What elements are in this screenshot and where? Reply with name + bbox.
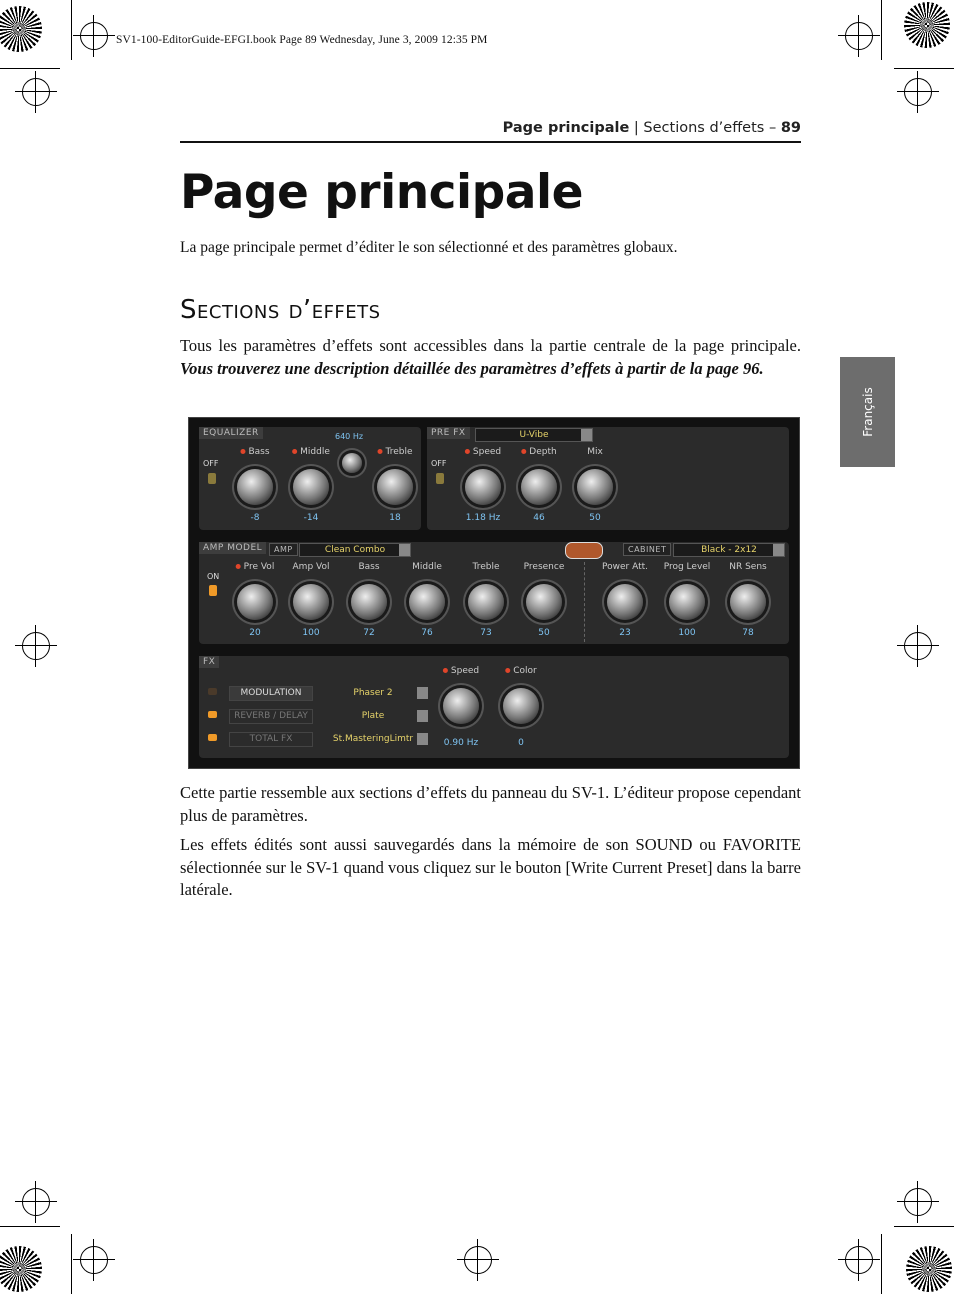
paragraph-1-emphasis: Vous trouverez une description détaillée des paramètres d’effets à partir de la page 96.	[180, 358, 764, 378]
fx-reverb-switch[interactable]	[208, 711, 217, 718]
eq-bass-label: Bass	[240, 447, 269, 457]
crosshair-mark	[904, 1188, 932, 1216]
amp-ampvol-knob[interactable]	[293, 584, 329, 620]
crop-mark	[0, 68, 60, 69]
crosshair-mark	[22, 1188, 50, 1216]
amp-proglevel-label: Prog Level	[663, 562, 711, 572]
amp-switch[interactable]	[209, 585, 217, 596]
amp-bass-value: 72	[363, 628, 375, 638]
crop-mark	[0, 1226, 60, 1227]
crosshair-mark	[464, 1246, 492, 1274]
prefx-switch[interactable]	[436, 473, 444, 484]
fx-color-value: 0	[518, 738, 524, 748]
running-head-section: Page principale	[502, 120, 630, 136]
fx-modulation-select[interactable]: Phaser 2	[317, 686, 429, 700]
eq-bass-value: -8	[250, 513, 260, 523]
paragraph-3: Les effets édités sont aussi sauvegardés dans la mémoire de son SOUND ou FAVORITE sélectionnée sur le SV-1 quand vous cliquez sur le bouton [Write Current Preset] dans la barre latérale.	[180, 835, 801, 899]
fx-color-knob[interactable]	[503, 688, 539, 724]
amp-treble-knob[interactable]	[468, 584, 504, 620]
crosshair-mark	[845, 22, 873, 50]
equalizer-freq: 640 Hz	[335, 432, 364, 441]
paragraph-1	[180, 335, 801, 380]
equalizer-off-label: OFF	[203, 459, 219, 468]
crosshair-mark	[845, 1246, 873, 1274]
amp-bass-knob[interactable]	[351, 584, 387, 620]
crop-mark	[881, 1234, 882, 1294]
amp-poweratt-label: Power Att.	[602, 562, 648, 572]
crosshair-mark	[80, 1246, 108, 1274]
equalizer-section	[199, 427, 421, 530]
amp-divider	[584, 562, 586, 642]
crosshair-mark	[904, 78, 932, 106]
amp-middle-knob[interactable]	[409, 584, 445, 620]
prefx-depth-label: Depth	[521, 447, 556, 457]
amp-treble-value: 73	[480, 628, 492, 638]
eq-treble-value: 18	[389, 513, 401, 523]
prefx-off-label: OFF	[431, 459, 447, 468]
amp-presence-label: Presence	[523, 562, 565, 572]
fx-speed-value: 0.90 Hz	[443, 738, 479, 748]
prefx-speed-label: Speed	[465, 447, 501, 457]
amp-prevol-knob[interactable]	[237, 584, 273, 620]
crop-mark	[881, 0, 882, 60]
amp-middle-label: Middle	[412, 562, 442, 572]
page-number: 89	[780, 120, 801, 136]
page-title: Page principale	[180, 165, 583, 220]
paragraph-2: Cette partie ressemble aux sections d’effets du panneau du SV-1. L’éditeur propose cependant plus de paramètres.	[180, 783, 801, 825]
prefx-select[interactable]: U-Vibe	[475, 428, 593, 442]
language-tab	[840, 357, 895, 467]
crop-mark	[71, 0, 72, 60]
cabinet-tag: CABINET	[623, 543, 671, 556]
amp-treble-label: Treble	[472, 562, 500, 572]
cabinet-select[interactable]: Black - 2x12	[673, 543, 785, 557]
crosshair-mark	[80, 22, 108, 50]
equalizer-tag: EQUALIZER	[199, 427, 263, 439]
prefx-tag: PRE FX	[427, 427, 470, 439]
amp-nrsens-knob[interactable]	[730, 584, 766, 620]
amp-ampvol-label: Amp Vol	[292, 562, 330, 572]
amp-presence-value: 50	[538, 628, 550, 638]
paragraph-1-text: Tous les paramètres d’effets sont accessibles dans la partie centrale de la page principale.	[180, 336, 801, 355]
fx-color-label: Color	[505, 666, 537, 676]
amp-link-toggle[interactable]	[565, 542, 603, 559]
prefx-depth-value: 46	[533, 513, 545, 523]
running-head	[503, 120, 801, 136]
eq-bass-knob[interactable]	[237, 469, 273, 505]
amp-poweratt-knob[interactable]	[607, 584, 643, 620]
fx-total-select[interactable]: St.MasteringLimtr	[317, 732, 429, 746]
amp-select[interactable]: Clean Combo	[299, 543, 411, 557]
amp-prevol-value: 20	[249, 628, 261, 638]
effects-panel-screenshot	[188, 417, 800, 769]
amp-tag: AMP	[269, 543, 298, 556]
fx-section	[199, 656, 789, 758]
eq-treble-knob[interactable]	[377, 469, 413, 505]
section-heading: Sections d’effets	[180, 295, 381, 325]
header-rule	[180, 141, 801, 143]
crosshair-mark	[22, 632, 50, 660]
prefx-depth-knob[interactable]	[521, 469, 557, 505]
registration-star-mark	[0, 1246, 42, 1292]
amp-proglevel-value: 100	[678, 628, 696, 638]
fx-modulation-label: MODULATION	[229, 686, 313, 701]
prefx-mix-knob[interactable]	[577, 469, 613, 505]
prefx-section	[427, 427, 789, 530]
amp-prevol-label: Pre Vol	[236, 562, 275, 572]
running-head-sub: Sections d’effets –	[643, 120, 781, 136]
eq-middle-label: Middle	[292, 447, 330, 457]
prefx-mix-value: 50	[589, 513, 601, 523]
registration-star-mark	[0, 6, 42, 52]
fx-total-switch[interactable]	[208, 734, 217, 741]
amp-model-section	[199, 542, 789, 644]
eq-middle-knob[interactable]	[293, 469, 329, 505]
fx-reverb-select[interactable]: Plate	[317, 709, 429, 723]
amp-poweratt-value: 23	[619, 628, 631, 638]
crop-mark	[71, 1234, 72, 1294]
eq-middle-value: -14	[303, 513, 319, 523]
registration-star-mark	[906, 1246, 952, 1292]
intro-paragraph: La page principale permet d’éditer le son sélectionné et des paramètres globaux.	[180, 239, 678, 256]
fx-reverb-label: REVERB / DELAY	[229, 709, 313, 724]
amp-nrsens-label: NR Sens	[729, 562, 767, 572]
amp-bass-label: Bass	[358, 562, 380, 572]
fx-tag: FX	[199, 656, 219, 668]
crop-mark	[894, 68, 954, 69]
amp-nrsens-value: 78	[742, 628, 754, 638]
amp-middle-value: 76	[421, 628, 433, 638]
prefx-mix-label: Mix	[587, 447, 603, 457]
prefx-speed-knob[interactable]	[465, 469, 501, 505]
fx-total-label: TOTAL FX	[229, 732, 313, 747]
crosshair-mark	[22, 78, 50, 106]
amp-presence-knob[interactable]	[526, 584, 562, 620]
eq-treble-label: Treble	[378, 447, 413, 457]
print-header: SV1-100-EditorGuide-EFGI.book Page 89 Wednesday, June 3, 2009 12:35 PM	[116, 34, 488, 46]
registration-star-mark	[904, 2, 950, 48]
fx-speed-label: Speed	[443, 666, 479, 676]
prefx-speed-value: 1.18 Hz	[465, 513, 501, 523]
equalizer-switch[interactable]	[208, 473, 216, 484]
running-head-sep: |	[629, 120, 644, 136]
amp-model-tag: AMP MODEL	[199, 542, 266, 554]
fx-modulation-switch[interactable]	[208, 688, 217, 695]
crop-mark	[894, 1226, 954, 1227]
equalizer-freq-knob[interactable]	[342, 453, 362, 473]
language-tab-label: Français	[860, 387, 875, 437]
crosshair-mark	[904, 632, 932, 660]
amp-on-label: ON	[207, 572, 220, 581]
amp-proglevel-knob[interactable]	[669, 584, 705, 620]
amp-ampvol-value: 100	[302, 628, 320, 638]
fx-speed-knob[interactable]	[443, 688, 479, 724]
